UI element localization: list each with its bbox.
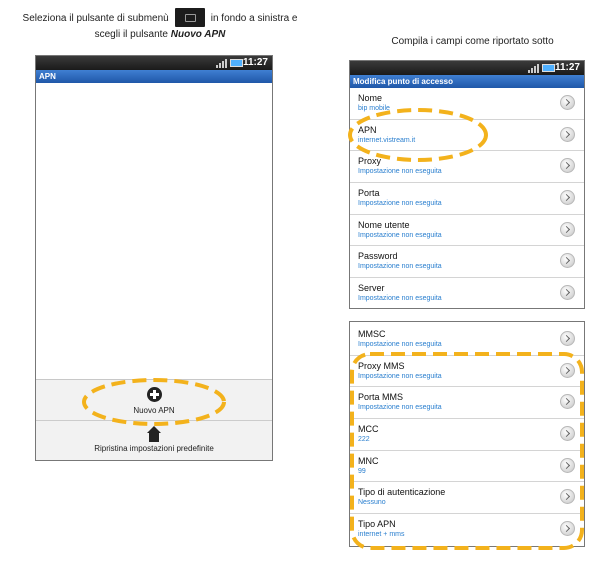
new-apn-label: Nuovo APN [133,406,175,415]
field-label: Proxy MMS [358,360,405,371]
field-label: Password [358,251,398,262]
field-value: internet + mms [358,531,405,539]
status-time: 11:27 [242,57,268,68]
field-row-nome-utente[interactable] [350,215,584,247]
chevron-right-icon [560,190,575,205]
apn-screen [35,55,273,461]
field-label: MNC [358,455,379,466]
signal-icon [528,64,540,73]
field-value: Impostazione non eseguita [358,200,442,208]
field-row-tipo-apn[interactable] [350,514,584,546]
new-apn-button[interactable] [36,380,272,421]
field-label: Proxy [358,156,382,167]
edit-title: Modifica punto di accesso [350,75,584,88]
field-label: Tipo APN [358,519,396,530]
field-value: Impostazione non eseguita [358,231,442,239]
chevron-right-icon [560,222,575,237]
field-value: Impostazione non eseguita [358,263,442,271]
field-value: internet.vistream.it [358,136,416,144]
chevron-right-icon [560,331,575,346]
field-row-proxy[interactable] [350,151,584,183]
field-label: MCC [358,424,379,435]
status-time: 11:27 [554,62,580,73]
chevron-right-icon [560,158,575,173]
field-value: 222 [358,436,370,444]
field-label: APN [358,124,377,135]
instruction-left [0,8,320,42]
chevron-right-icon [560,426,575,441]
field-value: Impostazione non eseguita [358,168,442,176]
home-icon [147,426,161,442]
instruction-text-3: scegli il pulsante [94,29,168,40]
restore-defaults-label: Ripristina impostazioni predefinite [94,444,214,453]
field-label: MMSC [358,329,386,339]
field-value: bip mobile [358,105,390,112]
field-row-apn[interactable] [350,120,584,152]
field-label: Server [358,283,385,294]
edit-screen-top [349,60,585,309]
field-row-mcc[interactable] [350,419,584,451]
instruction-right: Compila i campi come riportato sotto [391,36,554,47]
field-value: 99 [358,467,366,475]
field-row-server[interactable] [350,278,584,309]
field-row-porta-mms[interactable] [350,387,584,419]
instruction-text-1: Seleziona il pulsante di submenù [22,13,169,24]
chevron-right-icon [560,458,575,473]
field-label: Nome [358,93,383,103]
chevron-right-icon [560,394,575,409]
battery-icon [230,59,243,67]
field-row-proxy-mms[interactable] [350,356,584,388]
field-label: Porta MMS [358,392,404,403]
field-row-mmsc[interactable] [350,324,584,356]
chevron-right-icon [560,521,575,536]
field-value: Nessuno [358,499,386,507]
apn-title: APN [36,70,272,83]
field-label: Porta [358,188,380,199]
signal-icon [216,59,228,68]
options-menu [36,379,272,460]
fields-bottom-list [350,322,584,546]
menu-key-icon [175,8,205,27]
field-value: Impostazione non eseguita [358,295,442,303]
fields-top-list [350,88,584,309]
chevron-right-icon [560,253,575,268]
field-row-tipo-autenticazione[interactable] [350,482,584,514]
instruction-text-2: in fondo a sinistra e [210,13,298,24]
field-row-password[interactable] [350,246,584,278]
field-row-mnc[interactable] [350,451,584,483]
chevron-right-icon [560,127,575,142]
field-value: Impostazione non eseguita [358,372,442,380]
battery-icon [542,64,555,72]
status-bar [350,61,584,75]
plus-icon [147,387,162,402]
field-row-nome[interactable] [350,88,584,120]
field-label: Tipo di autenticazione [358,487,446,498]
status-bar [36,56,272,70]
chevron-right-icon [560,489,575,504]
field-value: Impostazione non eseguita [358,341,442,348]
field-label: Nome utente [358,219,410,230]
restore-defaults-button[interactable] [36,420,272,460]
chevron-right-icon [560,363,575,378]
chevron-right-icon [560,95,575,110]
field-row-porta[interactable] [350,183,584,215]
instruction-bold: Nuovo APN [170,29,226,40]
field-value: Impostazione non eseguita [358,404,442,412]
edit-screen-bottom [349,321,585,547]
chevron-right-icon [560,285,575,300]
